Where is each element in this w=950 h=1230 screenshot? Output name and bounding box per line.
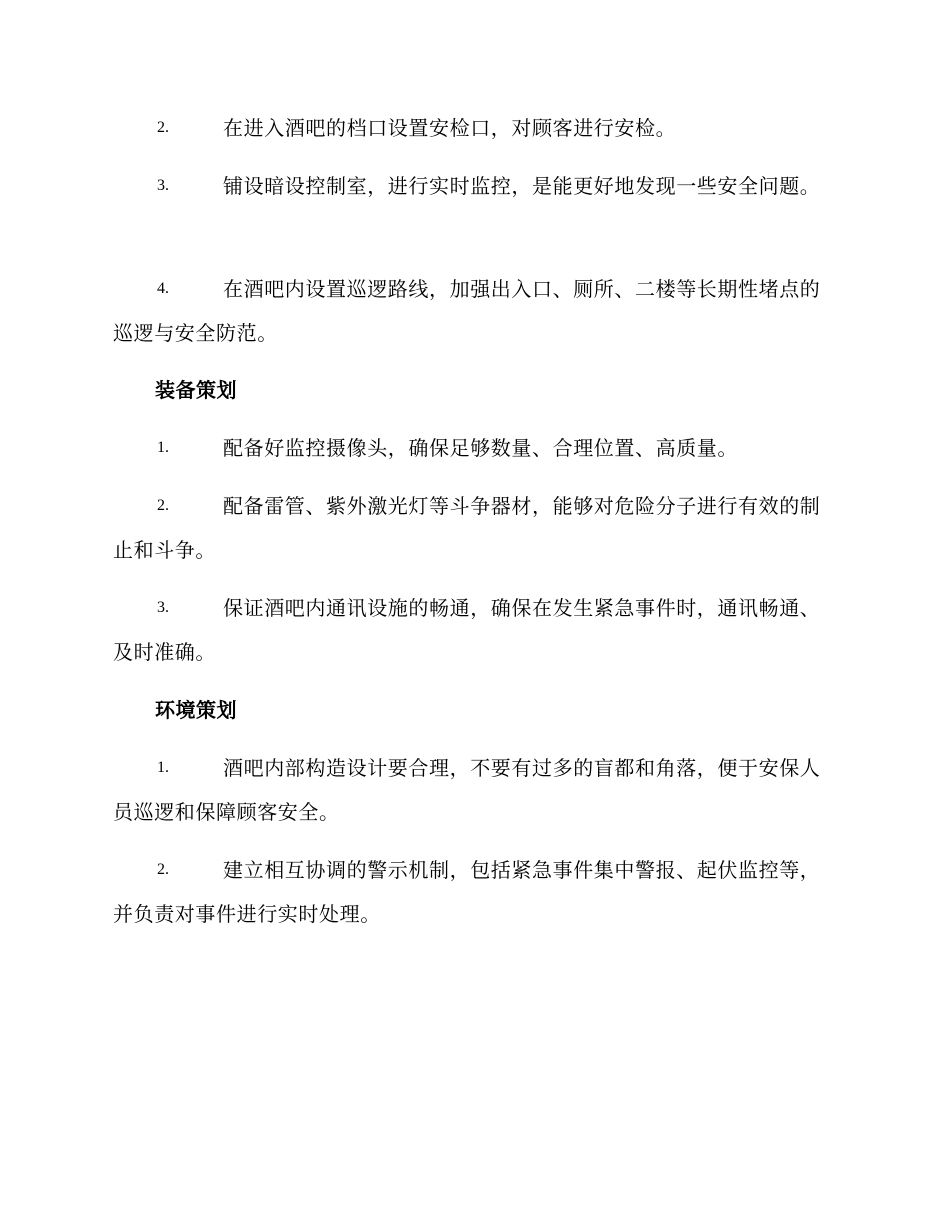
section-heading-equipment: 装备策划 — [155, 378, 237, 402]
list-item — [113, 848, 838, 936]
list-number: 3. — [157, 177, 169, 194]
list-number: 2. — [157, 119, 169, 136]
list-text: 保证酒吧内通讯设施的畅通，确保在发生紧急事件时，通讯畅通、及时准确。 — [113, 596, 821, 664]
section-heading-environment: 环境策划 — [155, 698, 237, 722]
list-item — [113, 484, 838, 572]
list-item — [113, 106, 838, 150]
list-number: 1. — [157, 759, 169, 776]
list-number: 3. — [157, 599, 169, 616]
list-item — [113, 586, 838, 674]
list-number: 1. — [157, 439, 169, 456]
list-number: 2. — [157, 861, 169, 878]
list-number: 2. — [157, 497, 169, 514]
list-text: 建立相互协调的警示机制，包括紧急事件集中警报、起伏监控等，并负责对事件进行实时处理。 — [113, 858, 821, 926]
list-text: 在进入酒吧的档口设置安检口，对顾客进行安检。 — [223, 116, 677, 140]
list-text: 配备好监控摄像头，确保足够数量、合理位置、高质量。 — [223, 436, 738, 460]
list-number: 4. — [157, 280, 169, 297]
list-item — [113, 267, 838, 355]
list-item — [113, 164, 838, 208]
list-text: 酒吧内部构造设计要合理，不要有过多的盲都和角落，便于安保人员巡逻和保障顾客安全。 — [113, 756, 821, 824]
list-item — [113, 746, 838, 834]
list-item — [113, 426, 838, 470]
list-text: 配备雷管、紫外激光灯等斗争器材，能够对危险分子进行有效的制止和斗争。 — [113, 494, 821, 562]
list-text: 铺设暗设控制室，进行实时监控，是能更好地发现一些安全问题。 — [223, 174, 821, 198]
list-text: 在酒吧内设置巡逻路线，加强出入口、厕所、二楼等长期性堵点的巡逻与安全防范。 — [113, 277, 821, 345]
